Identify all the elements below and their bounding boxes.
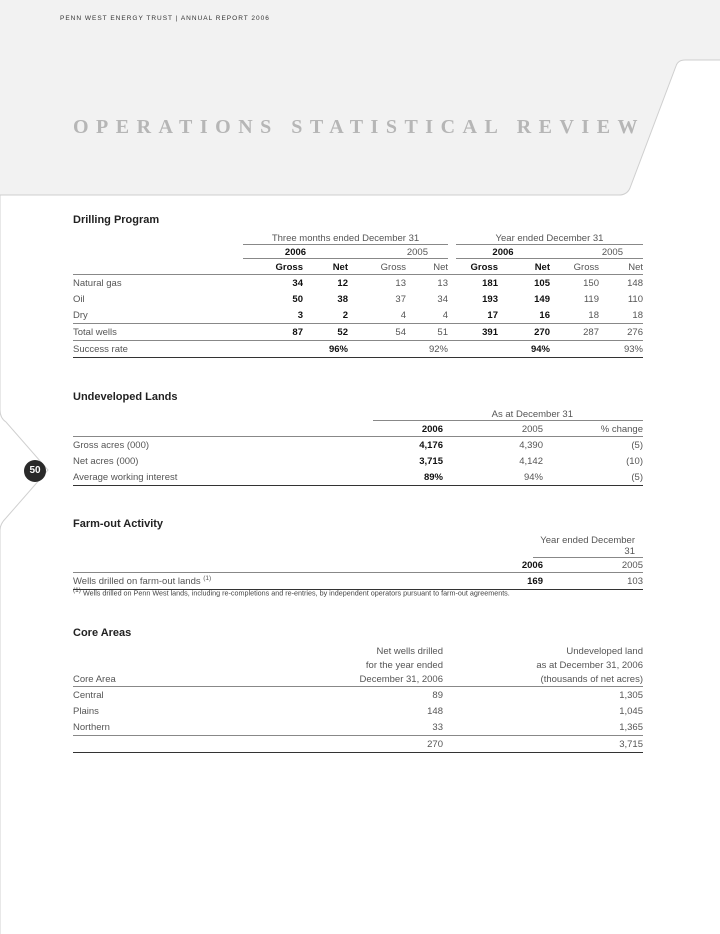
row-label: Central <box>73 689 104 701</box>
cell: 193 <box>482 293 498 305</box>
col-net: Net <box>303 260 348 275</box>
core-header-line <box>73 658 643 672</box>
table-row-total <box>73 324 643 341</box>
group-three-months: Three months ended December 31 <box>243 233 448 245</box>
cell: 105 <box>534 277 550 289</box>
table-row-success-rate <box>73 341 643 358</box>
cell: 94% <box>443 469 543 486</box>
lands-group-header <box>73 408 643 422</box>
col-2005: 2005 <box>443 422 543 437</box>
cell: 4,176 <box>419 439 443 451</box>
cell: 34 <box>292 277 303 289</box>
drilling-column-header <box>73 260 643 275</box>
cell: 110 <box>627 293 643 305</box>
cell: 12 <box>337 277 348 289</box>
col-undeveloped-line: (thousands of net acres) <box>443 672 643 687</box>
group-as-at-dec31: As at December 31 <box>373 409 643 421</box>
cell: (10) <box>626 455 643 467</box>
core-table <box>73 644 643 753</box>
cell: 51 <box>406 324 448 341</box>
cell: 34 <box>437 293 448 305</box>
cell: 1,305 <box>619 689 643 701</box>
farmout-table <box>73 535 643 590</box>
lands-section-title: Undeveloped Lands <box>73 391 178 403</box>
table-row <box>73 307 643 324</box>
year-2005-q4: 2005 <box>348 247 448 259</box>
cell: 38 <box>337 293 348 305</box>
cell: 13 <box>437 277 448 289</box>
cell: 93% <box>550 341 643 358</box>
row-label: Success rate <box>73 341 243 358</box>
lands-table <box>73 408 643 486</box>
cell: (5) <box>543 469 643 486</box>
col-net-wells-line: December 31, 2006 <box>343 672 443 687</box>
cell: 276 <box>599 324 643 341</box>
row-label: Net acres (000) <box>73 455 139 467</box>
cell: 150 <box>583 277 599 289</box>
cell: 33 <box>343 719 443 736</box>
cell: 4,390 <box>519 439 543 451</box>
col-2006: 2006 <box>473 558 543 573</box>
cell: 3,715 <box>443 736 643 753</box>
cell: 2 <box>303 307 348 324</box>
cell: 87 <box>243 324 303 341</box>
table-row-total <box>73 736 643 753</box>
row-label: Dry <box>73 307 243 324</box>
cell: 270 <box>343 736 443 753</box>
col-undeveloped-line: as at December 31, 2006 <box>536 659 643 671</box>
cell: 3 <box>243 307 303 324</box>
cell: 103 <box>543 573 643 590</box>
cell: 119 <box>583 293 599 305</box>
footnote-text: Wells drilled on Penn West lands, including re-completions and re-entries, by independent operators pursuant to farm-out agreements. <box>82 588 510 598</box>
col-gross: Gross <box>550 260 599 275</box>
row-label: Total wells <box>73 324 243 341</box>
col-2005: 2005 <box>543 558 643 573</box>
lands-column-header <box>73 422 643 437</box>
footnote <box>73 587 510 597</box>
cell: 4 <box>348 307 406 324</box>
row-label: Natural gas <box>73 277 122 289</box>
table-row <box>73 703 643 719</box>
cell: 16 <box>498 307 550 324</box>
table-row <box>73 291 643 307</box>
cell: 52 <box>303 324 348 341</box>
cell: 96% <box>243 341 348 358</box>
core-section-title: Core Areas <box>73 627 132 639</box>
footnote-marker: (1) <box>203 574 212 582</box>
group-year-ended: Year ended December 31 <box>533 535 643 558</box>
row-label-text: Wells drilled on farm-out lands <box>73 576 201 588</box>
table-row <box>73 687 643 704</box>
cell: 18 <box>599 307 643 324</box>
col-core-area: Core Area <box>73 672 343 687</box>
page-number: 50 <box>24 460 46 482</box>
table-row <box>73 453 643 469</box>
cell: 181 <box>482 277 498 289</box>
row-label: Northern <box>73 719 343 736</box>
cell: 4,142 <box>519 455 543 467</box>
cell: 94% <box>448 341 550 358</box>
cell: 1,365 <box>443 719 643 736</box>
farmout-column-header <box>73 558 643 573</box>
cell: 13 <box>395 277 406 289</box>
table-row <box>73 275 643 292</box>
year-2006-annual: 2006 <box>456 247 550 259</box>
col-gross: Gross <box>243 260 303 275</box>
core-header-line <box>73 644 643 658</box>
row-label: Oil <box>73 293 85 305</box>
cell: 169 <box>473 573 543 590</box>
cell: 270 <box>498 324 550 341</box>
cell: (5) <box>631 439 643 451</box>
drilling-table <box>73 232 643 358</box>
table-row <box>73 719 643 736</box>
running-header: PENN WEST ENERGY TRUST | ANNUAL REPORT 2006 <box>60 15 270 22</box>
cell: 17 <box>448 307 498 324</box>
col-net-wells-line: Net wells drilled <box>376 645 443 657</box>
cell: 1,045 <box>619 705 643 717</box>
farmout-group-header <box>73 535 643 558</box>
col-undeveloped-line: Undeveloped land <box>566 645 643 657</box>
col-2006: 2006 <box>343 422 443 437</box>
cell: 18 <box>550 307 599 324</box>
table-row <box>73 437 643 454</box>
cell: 4 <box>406 307 448 324</box>
cell: 37 <box>395 293 406 305</box>
col-gross: Gross <box>348 260 406 275</box>
col-net-wells-line: for the year ended <box>365 659 443 671</box>
core-header-line <box>73 672 643 687</box>
cell: 149 <box>534 293 550 305</box>
cell: 391 <box>448 324 498 341</box>
row-label: Average working interest <box>73 469 343 486</box>
drilling-section-title: Drilling Program <box>73 214 160 226</box>
group-year-ended: Year ended December 31 <box>456 233 643 245</box>
cell: 148 <box>627 277 643 289</box>
footnote-marker: (1) <box>73 587 81 594</box>
col-net: Net <box>498 260 550 275</box>
col-net: Net <box>599 260 643 275</box>
cell: 50 <box>292 293 303 305</box>
cell: 92% <box>348 341 448 358</box>
year-2005-annual: 2005 <box>550 247 643 259</box>
farmout-section-title: Farm-out Activity <box>73 518 164 530</box>
cell: 54 <box>348 324 406 341</box>
page-title: OPERATIONS STATISTICAL REVIEW <box>73 116 646 138</box>
cell: 89 <box>432 689 443 701</box>
cell: 287 <box>550 324 599 341</box>
cell: 89% <box>343 469 443 486</box>
year-2006-q4: 2006 <box>243 247 348 259</box>
drilling-year-header <box>73 246 643 260</box>
cell: 3,715 <box>419 455 443 467</box>
table-row <box>73 469 643 486</box>
row-label: Plains <box>73 705 99 717</box>
row-label: Gross acres (000) <box>73 439 150 451</box>
drilling-group-header <box>73 232 643 246</box>
cell: 148 <box>427 705 443 717</box>
col-gross: Gross <box>448 260 498 275</box>
col-pct-change: % change <box>543 422 643 437</box>
col-net: Net <box>406 260 448 275</box>
